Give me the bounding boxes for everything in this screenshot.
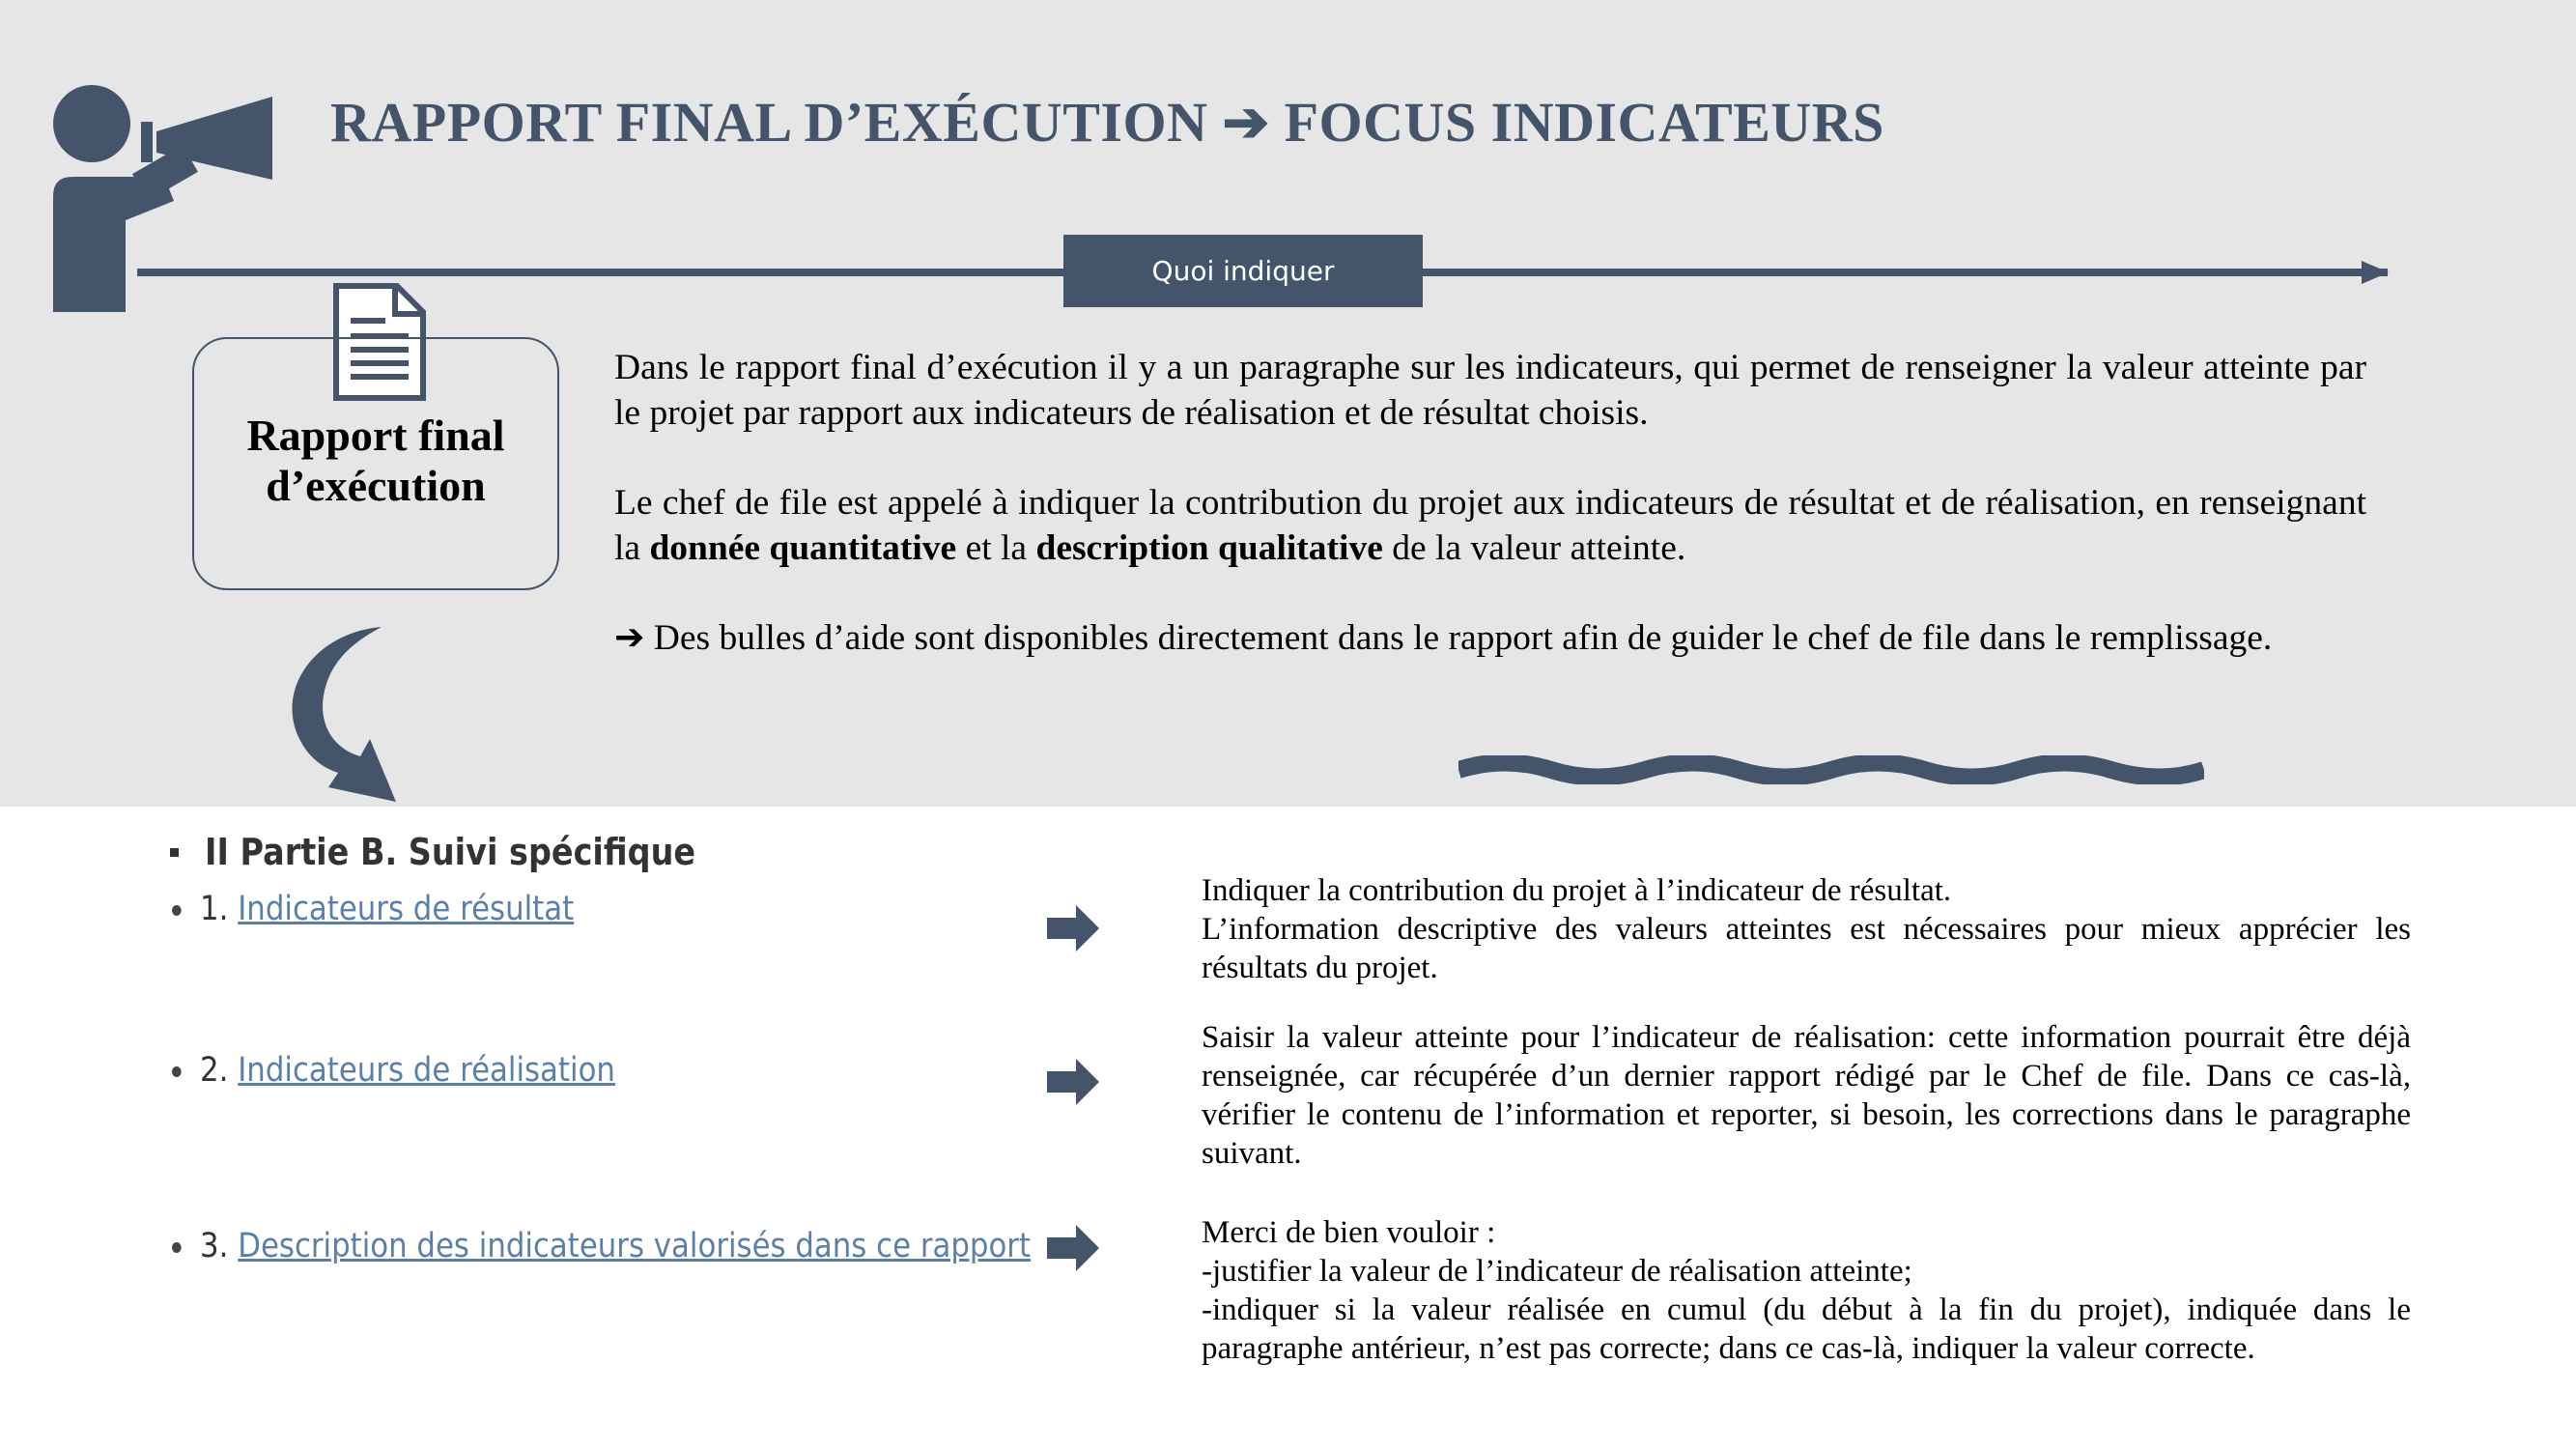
list-item: 3. Description des indicateurs valorisés dans ce rapport bbox=[172, 1227, 1031, 1265]
intro-paragraph-1: Dans le rapport final d’exécution il y a un paragraphe sur les indicateurs, qui permet de renseigner la valeur atteinte par le projet par rapport aux indicateurs de réalisation et de résultat choisis. bbox=[614, 348, 2366, 433]
section-heading: II Partie B. Suivi spécifique bbox=[205, 831, 696, 873]
description-1: Indiquer la contribution du projet à l’indicateur de résultat. L’information descriptive des valeurs atteintes est nécessaires pour mieux apprécier les résultats du projet. bbox=[1202, 873, 2411, 985]
page-title: RAPPORT FINAL D’EXÉCUTION ➔ FOCUS INDICATEURS bbox=[330, 91, 1884, 154]
list-item: 2. Indicateurs de réalisation bbox=[172, 1051, 615, 1090]
link-indicateurs-resultat[interactable]: Indicateurs de résultat bbox=[238, 890, 575, 928]
link-indicateurs-realisation[interactable]: Indicateurs de réalisation bbox=[238, 1051, 615, 1090]
wave-divider bbox=[1458, 755, 2204, 784]
list-item: 1. Indicateurs de résultat bbox=[172, 890, 574, 928]
section-bullet bbox=[170, 848, 179, 857]
intro-paragraph-2: Le chef de file est appelé à indiquer la contribution du projet aux indicateurs de résultat et de réalisation, en renseignant la donnée quantitative et la description qualitative de la valeur atteinte. bbox=[614, 483, 2366, 568]
description-2: Saisir la valeur atteinte pour l’indicateur de réalisation: cette information pourrait être déjà renseignée, car récupérée d’un dernier rapport rédigé par le Chef de file. Dans ce cas-là, vérifier le contenu de l’information et reporter, si besoin, les corrections dans le paragraphe suivant. bbox=[1202, 1020, 2411, 1171]
megaphone-person-icon bbox=[48, 85, 280, 317]
intro-paragraph-3: ➔ Des bulles d’aide sont disponibles directement dans le rapport afin de guider le chef de file dans le remplissage. bbox=[614, 618, 2273, 658]
right-arrow-icon bbox=[1047, 905, 1099, 952]
bullet-dot bbox=[172, 1242, 182, 1253]
right-arrow-icon bbox=[1047, 1225, 1099, 1271]
timeline-label: Quoi indiquer bbox=[1063, 235, 1423, 307]
link-description-indicateurs[interactable]: Description des indicateurs valorisés dans ce rapport bbox=[238, 1227, 1032, 1265]
curved-arrow-icon bbox=[275, 623, 401, 807]
timeline-arrowhead bbox=[2362, 261, 2389, 284]
bullet-dot bbox=[172, 1066, 182, 1077]
description-3: Merci de bien vouloir : -justifier la valeur de l’indicateur de réalisation atteinte; -indiquer si la valeur réalisée en cumul (du début à la fin du projet), indiquée dans le paragraphe antérieur, n’est pas correcte; dans ce cas-là, indiquer la valeur correcte. bbox=[1202, 1215, 2411, 1366]
right-arrow-icon bbox=[1047, 1059, 1099, 1105]
bullet-dot bbox=[172, 905, 182, 916]
report-card-title: Rapport final d’exécution bbox=[246, 411, 505, 510]
intro-text bbox=[614, 345, 2366, 705]
